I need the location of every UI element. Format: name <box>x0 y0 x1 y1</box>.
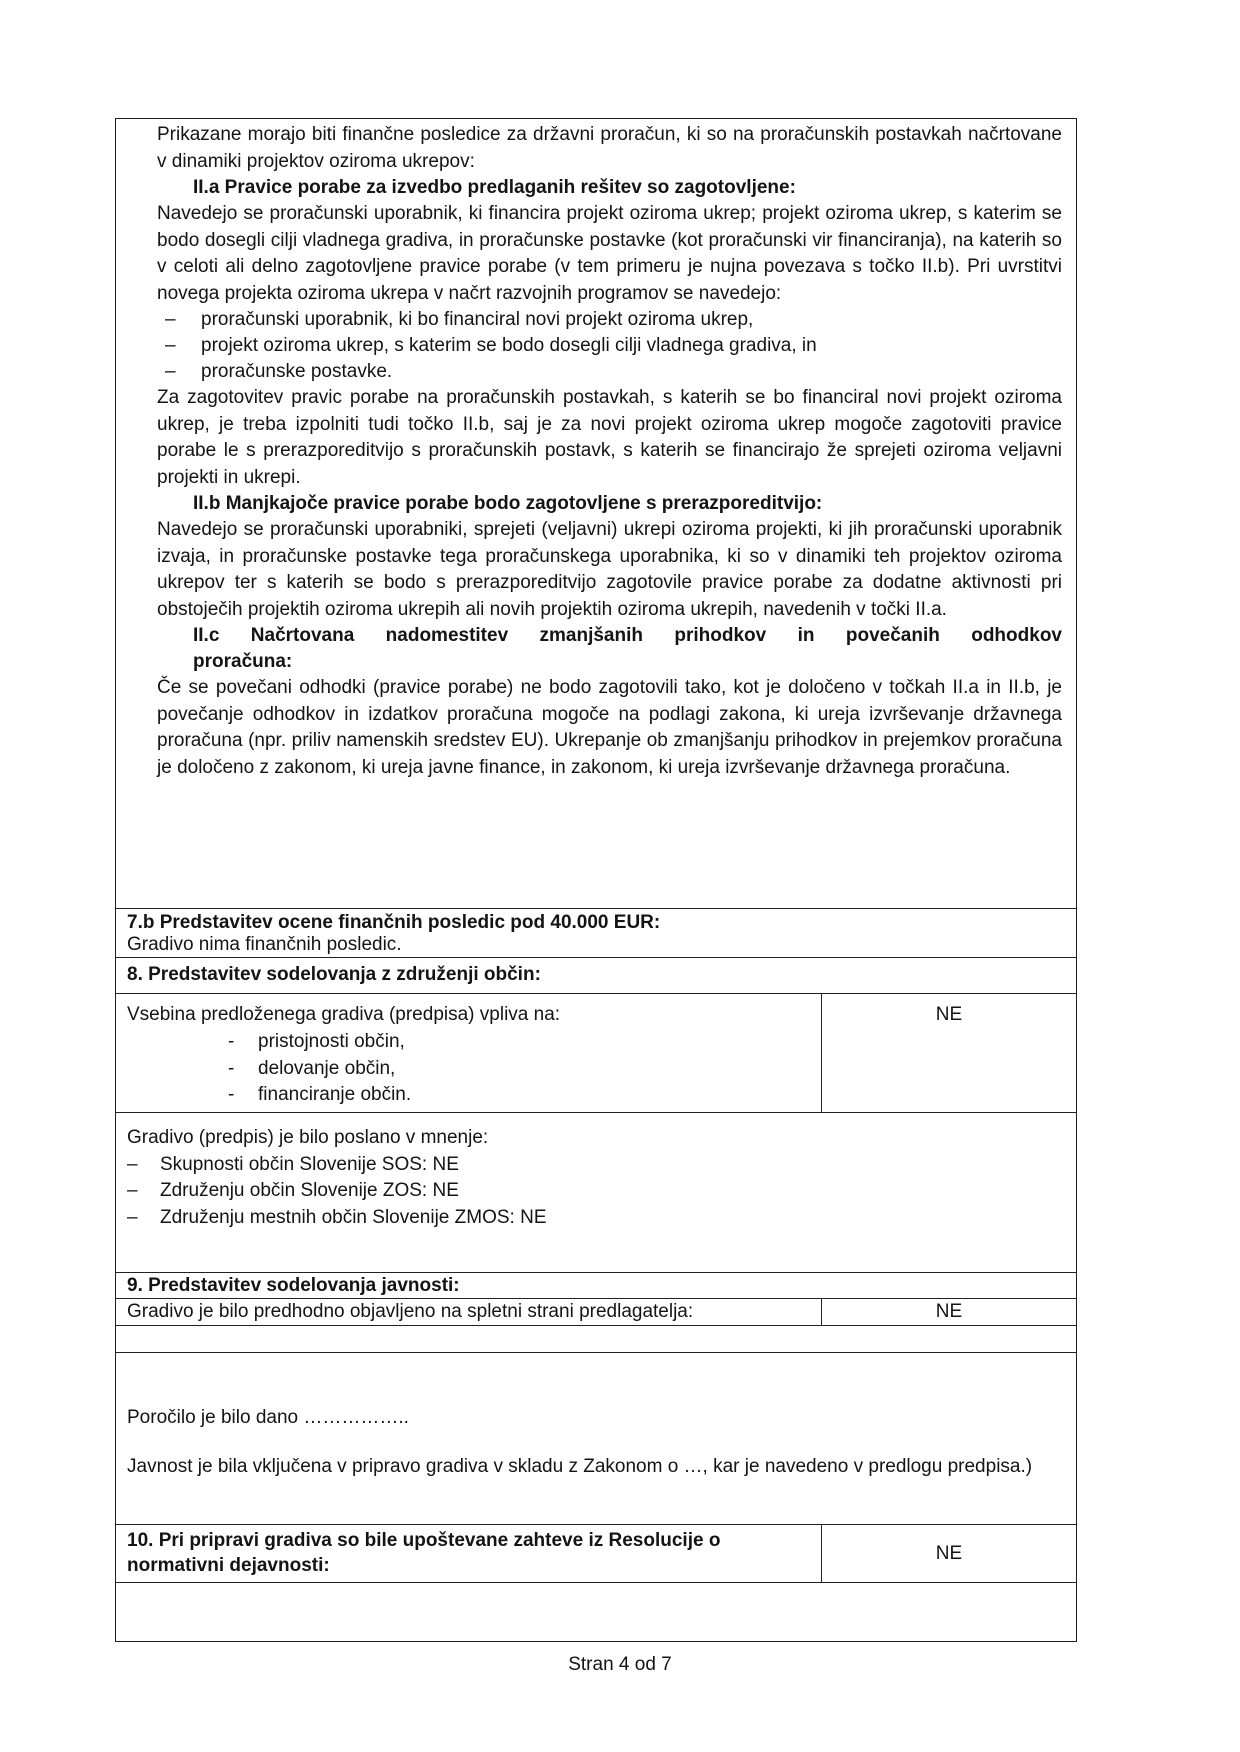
section-9-question-row <box>116 1299 1076 1326</box>
section-9-report-body <box>127 1405 1066 1480</box>
list-item: – proračunski uporabnik, ki bo financiral novi projekt oziroma ukrep, <box>165 309 754 330</box>
section-7b-title: 7.b Predstavitev ocene finančnih posledic pod 40.000 EUR: <box>127 912 661 933</box>
iib-heading: II.b Manjkajoče pravice porabe bodo zagotovljene s prerazporeditvijo: <box>193 493 823 514</box>
iic-heading-line2: proračuna: <box>193 651 293 672</box>
section-8-list <box>228 1029 411 1109</box>
table-bottom-border <box>115 1582 1077 1583</box>
section-8-heading-row <box>116 958 1076 994</box>
iib-paragraph: Navedejo se proračunski uporabniki, sprejeti (veljavni) ukrepi oziroma projekti, ki jih proračunski uporabnik izvaja, in proračunske postavke tega proračunskega uporabnika, ki so v dinamiki teh projektov oziroma ukrepov ter s katerih se bodo s prerazporeditvijo zagotovile pravice porabe za dodatne aktivnosti pri obstoječih projektih oziroma ukrepih ali novih projektih oziroma ukrepih, navedenih v točki II.a. <box>157 519 1062 620</box>
section-7a-body <box>157 122 1062 781</box>
page-number: Stran 4 od 7 <box>568 1654 672 1675</box>
list-item: - financiranje občin. <box>228 1084 412 1105</box>
list-item: – projekt oziroma ukrep, s katerim se bodo dosegli cilji vladnega gradiva, in <box>165 335 817 356</box>
iia-paragraph-2: Za zagotovitev pravic porabe na proračunskih postavkah, s katerih se bo financiral novi projekt oziroma ukrep, je treba izpolniti tudi točko II.b, saj je za novi projekt oziroma ukrep mogoče zagotoviti pravice porabe le s prerazporeditvijo s proračunskih postavk, s katerih se financirajo že sprejeti oziroma veljavni projekti in ukrepi. <box>157 387 1062 488</box>
section-8-sent-label: Gradivo (predpis) je bilo poslano v mnenje: <box>127 1127 489 1148</box>
list-item: – Združenju mestnih občin Slovenije ZMOS: NE <box>127 1206 547 1228</box>
section-9-report-row <box>116 1353 1076 1525</box>
section-8-title: 8. Predstavitev sodelovanja z združenji občin: <box>127 964 541 985</box>
iic-paragraph: Če se povečani odhodki (pravice porabe) ne bodo zagotovili tako, kot je določeno v točkah II.a in II.b, je povečanje odhodkov in izdatkov proračuna mogoče na podlagi zakona, ki ureja izvrševanje državnega proračuna (npr. priliv namenskih sredstev EU). Ukrepanje ob zmanjšanju prihodkov in prejemkov proračuna je določeno z zakonom, ki ureja javne finance, in zakonom, ki ureja izvrševanje državnega proračuna. <box>157 677 1062 778</box>
iic-heading-line1: II.c Načrtovana nadomestitev zmanjšanih prihodkov in povečanih odhodkov <box>193 625 1062 646</box>
section-8-answer-cell <box>822 994 1076 1112</box>
section-8-question-cell <box>116 994 822 1112</box>
list-item: – Združenju občin Slovenije ZOS: NE <box>127 1180 459 1201</box>
section-10-row <box>116 1525 1076 1643</box>
list-item: – proračunske postavke. <box>165 361 393 382</box>
section-8-answer: NE <box>935 1004 963 1025</box>
section-9-answer-cell <box>822 1299 1076 1325</box>
section-9-heading-row <box>116 1273 1076 1299</box>
section-10-question-cell <box>116 1525 822 1583</box>
section-9-report: Poročilo je bilo dano …………….. <box>127 1407 409 1428</box>
section-7a-row <box>116 119 1076 909</box>
iia-heading: II.a Pravice porabe za izvedbo predlaganih rešitev so zagotovljene: <box>193 177 796 198</box>
section-8-question: Vsebina predloženega gradiva (predpisa) vpliva na: <box>127 1004 561 1025</box>
section-9-empty-row <box>116 1326 1076 1353</box>
list-item: – Skupnosti občin Slovenije SOS: NE <box>127 1153 459 1175</box>
section-9-title: 9. Predstavitev sodelovanja javnosti: <box>127 1275 460 1296</box>
section-9-answer: NE <box>935 1301 963 1322</box>
section-7b-row <box>116 909 1076 958</box>
section-9-question: Gradivo je bilo predhodno objavljeno na spletni strani predlagatelja: <box>127 1301 694 1322</box>
section-7b-text: Gradivo nima finančnih posledic. <box>127 934 402 955</box>
section-10-answer-cell <box>822 1525 1076 1583</box>
section-8-question-row <box>116 994 1076 1113</box>
list-item: - pristojnosti občin, <box>228 1031 405 1052</box>
section-10-title: 10. Pri pripravi gradiva so bile upoštevane zahteve iz Resolucije o normativni dejavnosti: <box>127 1530 721 1576</box>
document-table <box>115 118 1077 1642</box>
intro-paragraph: Prikazane morajo biti finančne posledice za državni proračun, ki so na proračunskih postavkah načrtovane v dinamiki projektov oziroma ukrepov: <box>157 124 1062 172</box>
section-10-answer: NE <box>935 1543 963 1564</box>
section-8-sent-body <box>127 1125 547 1231</box>
list-item: - delovanje občin, <box>228 1057 396 1079</box>
iia-paragraph: Navedejo se proračunski uporabnik, ki financira projekt oziroma ukrep; projekt oziroma ukrep, s katerim se bodo dosegli cilji vladnega gradiva, in proračunske postavke (kot proračunski vir financiranja), na katerih so v celoti ali delno zagotovljene pravice porabe (v tem primeru je nujna povezava s točko II.b). Pri uvrstitvi novega projekta oziroma ukrepa v načrt razvojnih programov se navedejo: <box>157 203 1062 304</box>
section-9-question-cell <box>116 1299 822 1325</box>
iia-list <box>157 307 1062 385</box>
section-8-sent-row <box>116 1113 1076 1273</box>
section-9-public: Javnost je bila vključena v pripravo gradiva v skladu z Zakonom o …, kar je navedeno v predlogu predpisa.) <box>127 1455 1033 1477</box>
section-7b-body <box>127 911 660 956</box>
